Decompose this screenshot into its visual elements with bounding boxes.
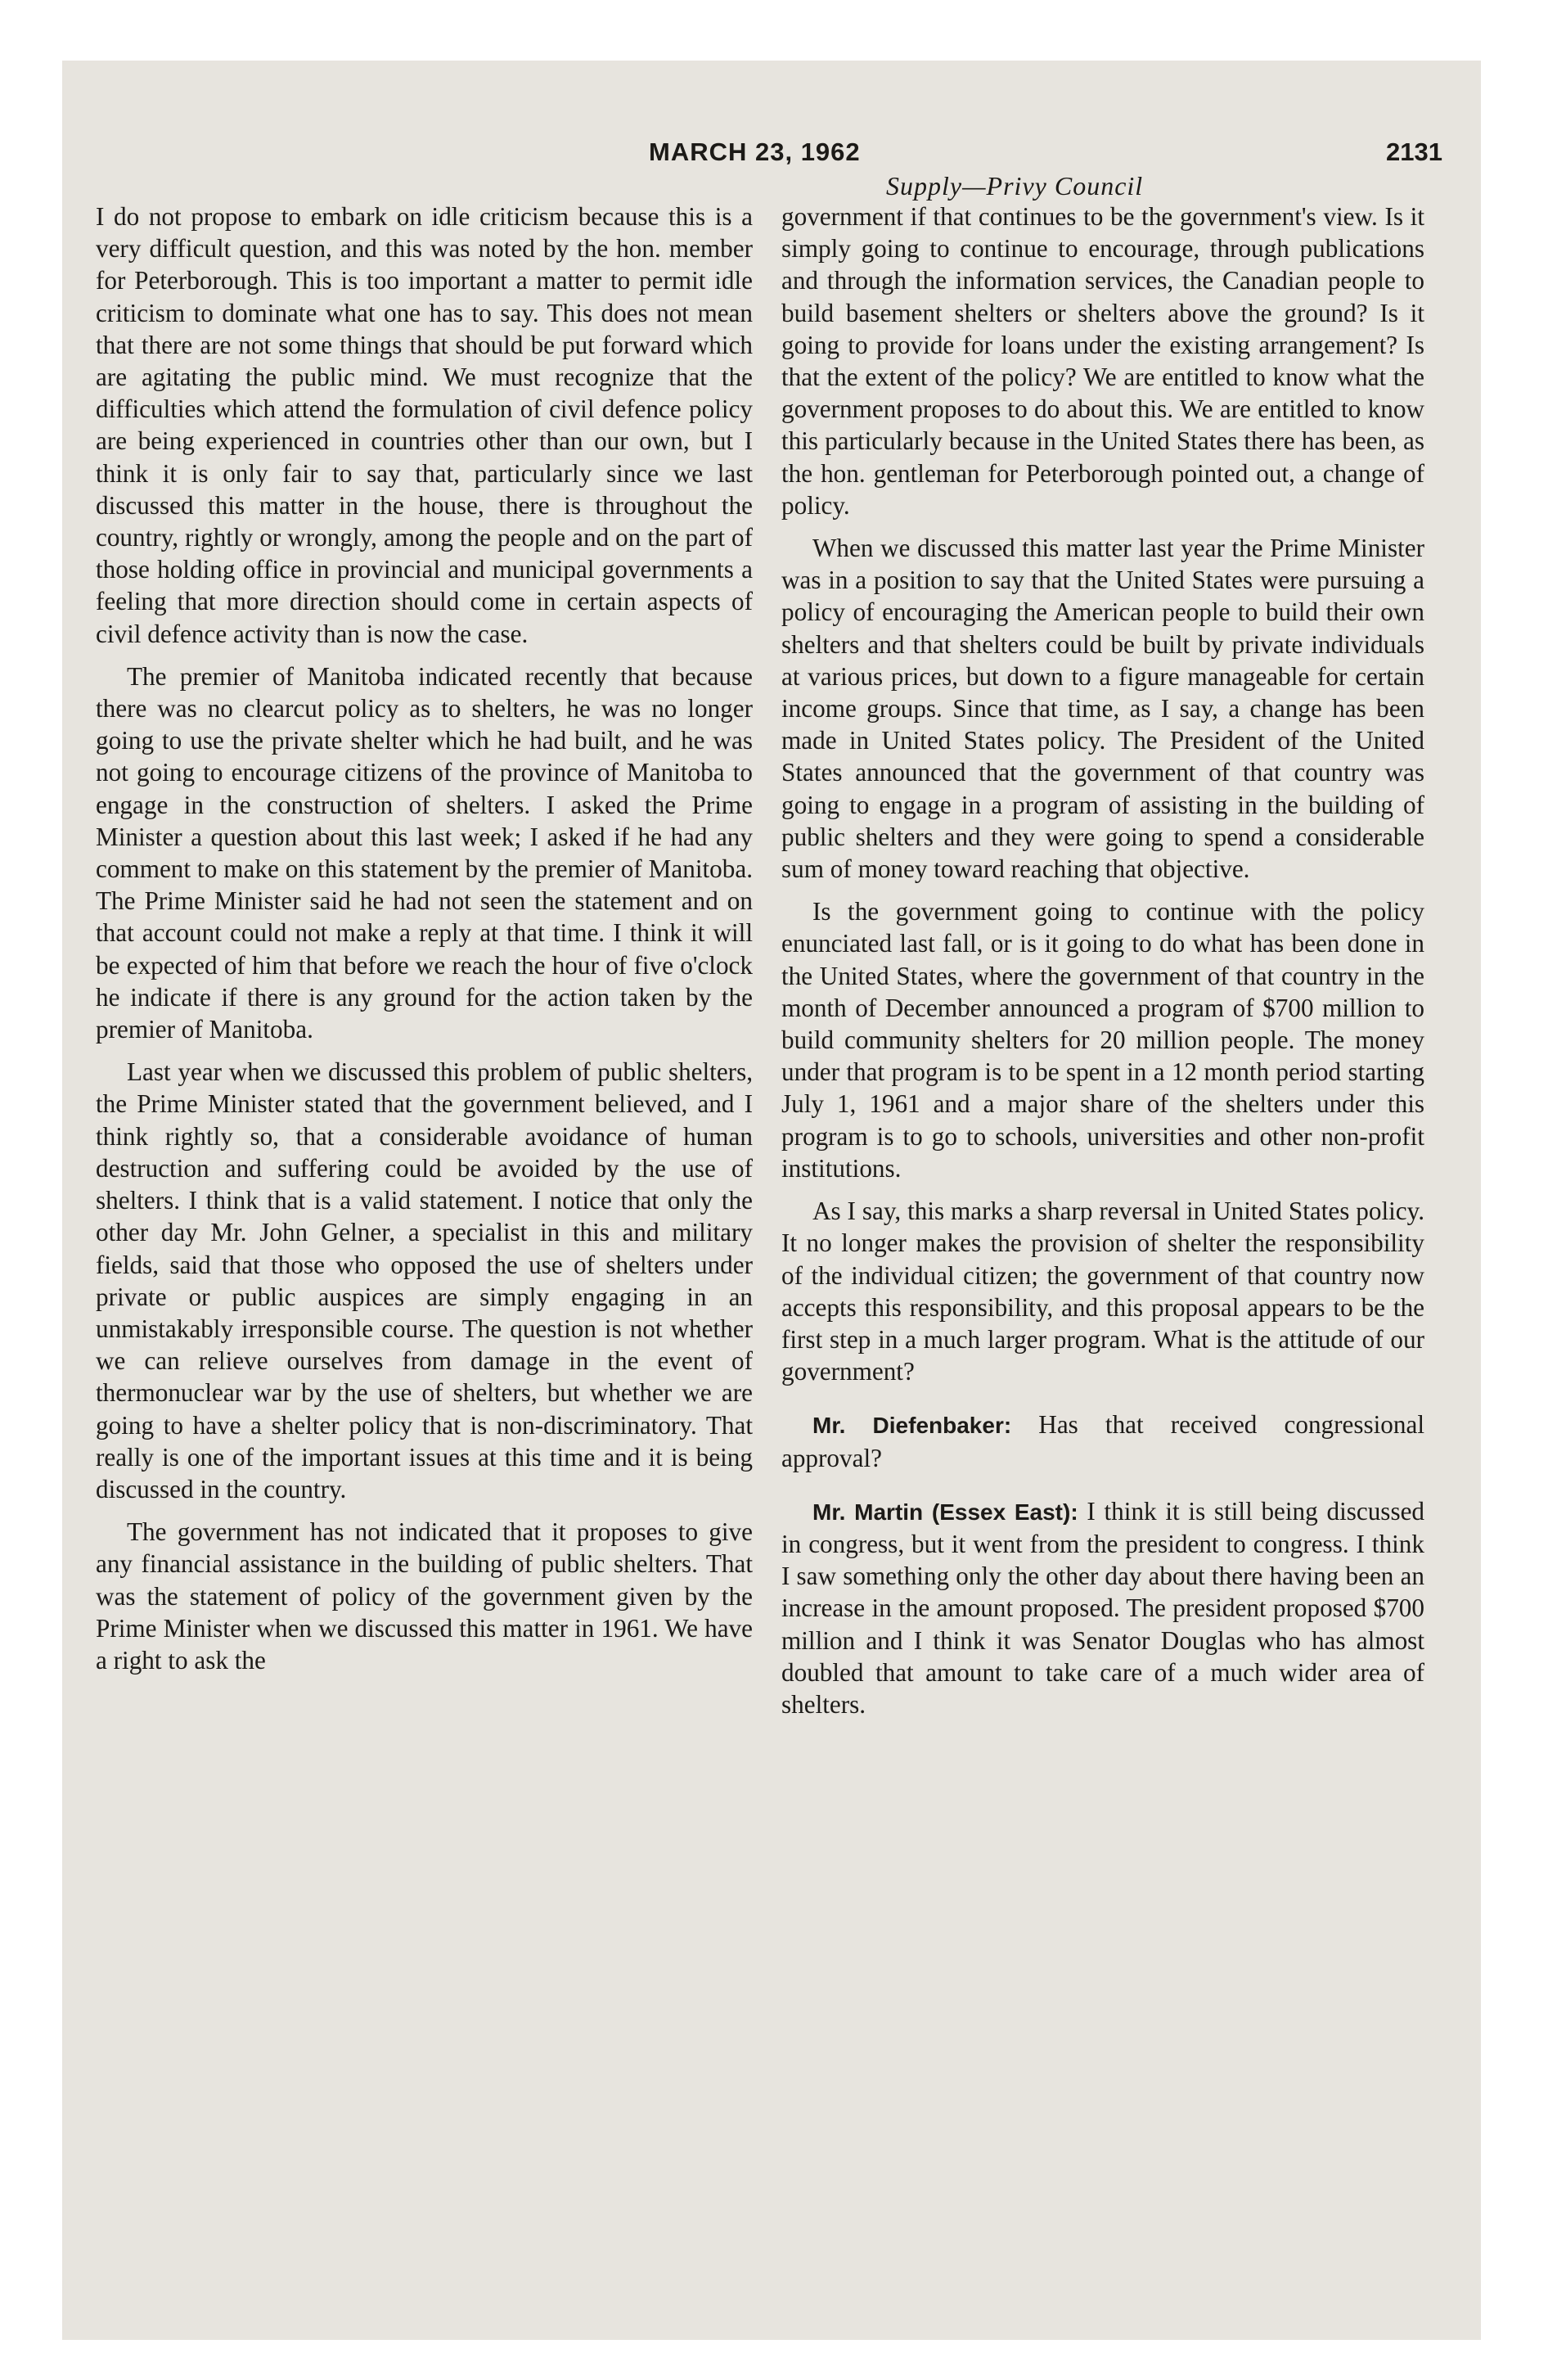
exchange-paragraph [781,1495,1424,1720]
left-column [96,201,753,1687]
paragraph: I do not propose to embark on idle criticism because this is a very difficult question, and this was noted by the hon. member for Peterborough. This is too important a matter to permit idle criticism to dominate what one has to say. This does not mean that there are not some things that should be put forward which are agitating the public mind. We must recognize that the difficulties which attend the formulation of civil defence policy are being experienced in countries other than our own, but I think it is only fair to say that, particularly since we last discussed this matter in the house, there is throughout the country, rightly or wrongly, among the people and on the part of those holding office in provincial and municipal governments a feeling that more direction should come in certain aspects of civil defence activity than is now the case. [96,202,753,648]
speech-text: I think it is still being discussed in congress, but it went from the president to congress. I think I saw something only the other day about there having been an increase in the amount proposed. The president proposed $700 million and I think it was Senator Douglas who has almost doubled that amount to take care of a much wider area of shelters. [781,1496,1425,1719]
paragraph: Last year when we discussed this problem of public shelters, the Prime Minister stated that the government believed, and I think rightly so, that a considerable avoidance of human destruction and suffering could be avoided by the use of shelters. I think that is a valid statement. I notice that only the other day Mr. John Gelner, a specialist in this and military fields, said that those who opposed the use of shelters under private or public auspices are simply engaging in an unmistakably irresponsible course. The question is not whether we can relieve ourselves from damage in the event of thermonuclear war by the use of shelters, but whether we are going to have a shelter policy that is non-discriminatory. That really is one of the important issues at this time and it is being discussed in the country. [96,1057,753,1503]
exchange-paragraph [781,1409,1424,1473]
right-column [781,201,1424,1731]
header-date: MARCH 23, 1962 [649,137,861,166]
paragraph: Is the government going to continue with the policy enunciated last fall, or is it going to do what has been done in the United States, where the government of that country in the month of December announced a program of $700 million to build community shelters for 20 million people. The money under that program is to be spent in a 12 month period starting July 1, 1961 and a major share of the shelters under this program is to go to schools, universities and other non-profit institutions. [781,897,1424,1183]
paragraph: When we discussed this matter last year the Prime Minister was in a position to say that the United States were pursuing a policy of encouraging the American people to build their own shelters and that shelters could be built by private individuals at various prices, but down to a figure manageable for certain income groups. Since that time, as I say, a change has been made in United States policy. The President of the United States announced that the government of that country was going to engage in a program of assisting in the building of public shelters and they were going to spend a considerable sum of money toward reaching that objective. [781,534,1424,884]
page-number: 2131 [1386,137,1442,166]
speaker-name: Mr. Diefenbaker: [812,1413,1012,1439]
running-head: Supply—Privy Council [886,171,1144,201]
speaker-name: Mr. Martin (Essex East): [812,1499,1078,1525]
paragraph: government if that continues to be the government's view. Is it simply going to continue to encourage, through publications and through the information services, the Canadian people to build basement shelters or shelters above the ground? Is it going to provide for loans under the existing arrangement? Is that the extent of the policy? We are entitled to know what the government proposes to do about this. We are entitled to know this particularly because in the United States there has been, as the hon. gentleman for Peterborough pointed out, a change of policy. [781,202,1424,520]
speech-text: Has that received congressional approval? [781,1410,1424,1472]
paragraph: As I say, this marks a sharp reversal in United States policy. It no longer makes the provision of shelter the responsibility of the individual citizen; the government of that country now accepts this responsibility, and this proposal appears to be the first step in a much larger program. What is the attitude of our government? [781,1197,1424,1386]
paragraph: The government has not indicated that it proposes to give any financial assistance in the building of public shelters. That was the statement of policy of the government given by the Prime Minister when we discussed this matter in 1961. We have a right to ask the [96,1517,753,1675]
paragraph: The premier of Manitoba indicated recently that because there was no clearcut policy as to shelters, he was no longer going to use the private shelter which he had built, and he was not going to encourage citizens of the province of Manitoba to engage in the construction of shelters. I asked the Prime Minister a question about this last week; I asked if he had any comment to make on this statement by the premier of Manitoba. The Prime Minister said he had not seen the statement and on that account could not make a reply at that time. I think it will be expected of him that before we reach the hour of five o'clock he indicate if there is any ground for the action taken by the premier of Manitoba. [96,661,753,1044]
